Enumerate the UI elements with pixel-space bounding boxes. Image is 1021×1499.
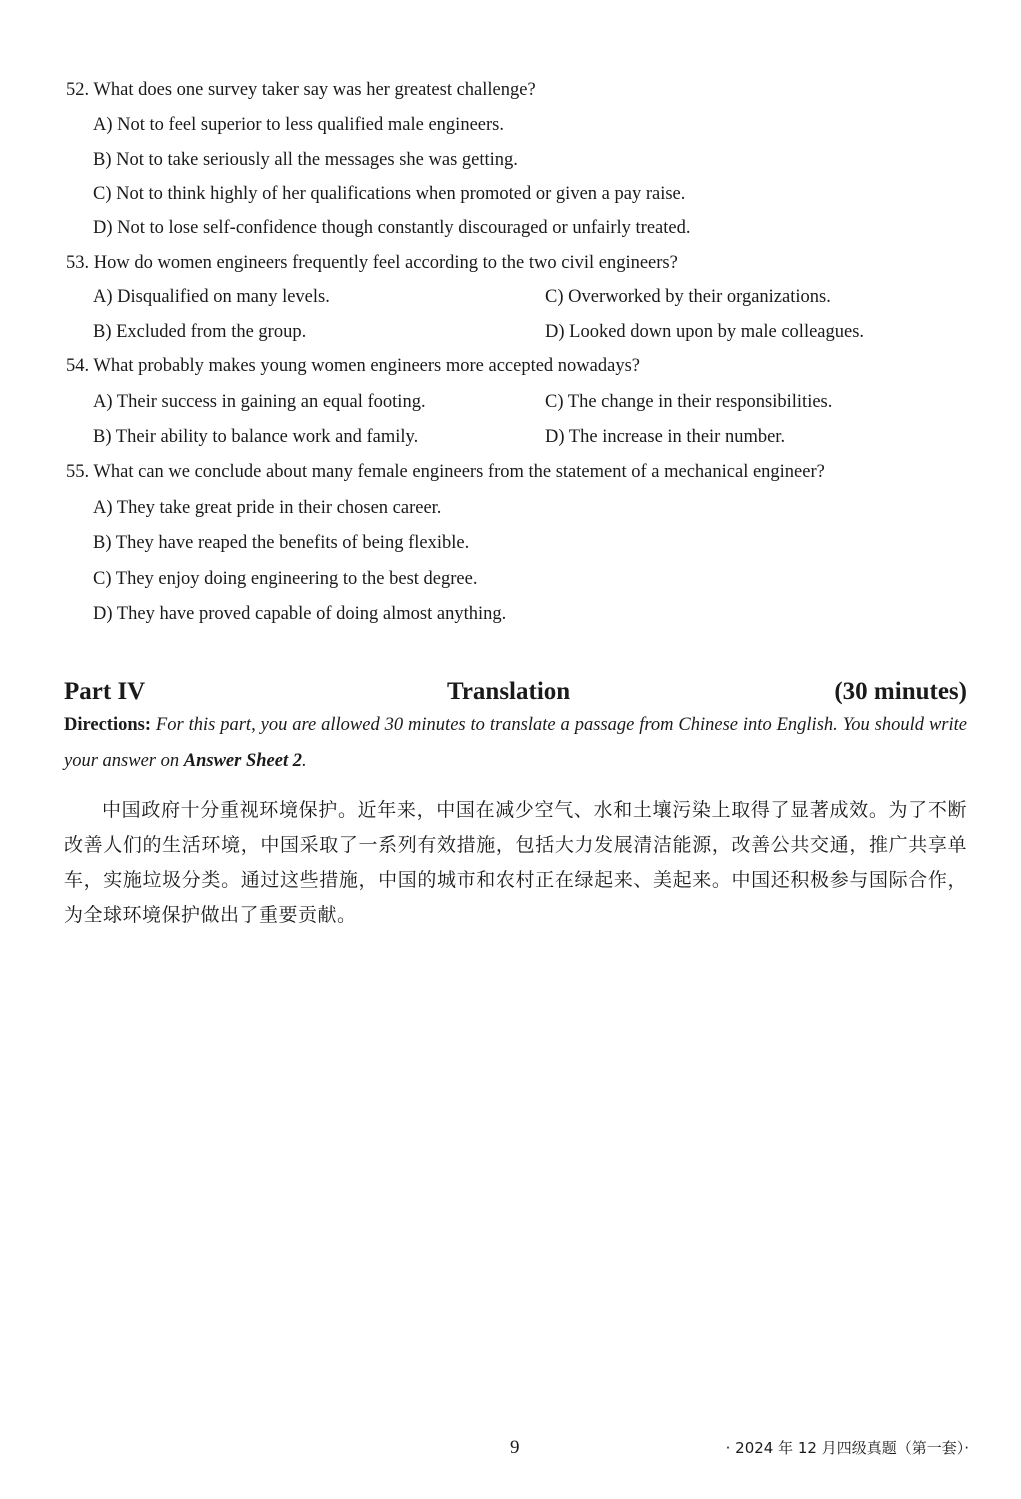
question-53-option-d: D) Looked down upon by male colleagues. <box>545 322 865 342</box>
directions-label: Directions: <box>64 715 151 735</box>
question-55-stem: 55. What can we conclude about many female engineers from the statement of a mechanical engineer? <box>66 462 825 482</box>
directions <box>64 707 967 779</box>
question-54-stem: 54. What probably makes young women engineers more accepted nowadays? <box>66 356 640 376</box>
directions-text: For this part, you are allowed 30 minutes to translate a passage from Chinese into English. You should write your answer on <box>64 715 967 771</box>
part-label: Part IV <box>64 678 146 705</box>
part-title: Translation <box>447 678 571 705</box>
question-52-option-a: A) Not to feel superior to less qualified male engineers. <box>93 115 504 135</box>
question-54-option-d: D) The increase in their number. <box>545 427 786 447</box>
directions-end: . <box>301 751 307 771</box>
question-54-option-b: B) Their ability to balance work and family. <box>93 427 419 447</box>
question-52-option-d: D) Not to lose self-confidence though constantly discouraged or unfairly treated. <box>93 218 691 238</box>
question-52-option-b: B) Not to take seriously all the messages she was getting. <box>93 150 518 170</box>
question-52-stem: 52. What does one survey taker say was her greatest challenge? <box>66 80 536 100</box>
question-55-option-c: C) They enjoy doing engineering to the best degree. <box>93 569 478 589</box>
question-55-option-d: D) They have proved capable of doing almost anything. <box>93 604 507 624</box>
question-53-stem: 53. How do women engineers frequently feel according to the two civil engineers? <box>66 253 678 273</box>
question-54-option-c: C) The change in their responsibilities. <box>545 392 833 412</box>
question-54-option-a: A) Their success in gaining an equal footing. <box>93 392 426 412</box>
question-53-option-c: C) Overworked by their organizations. <box>545 287 831 307</box>
part-time: (30 minutes) <box>834 678 967 705</box>
page-number: 9 <box>510 1437 520 1458</box>
question-55-option-a: A) They take great pride in their chosen career. <box>93 498 442 518</box>
question-52-option-c: C) Not to think highly of her qualifications when promoted or given a pay raise. <box>93 184 686 204</box>
answer-sheet-ref: Answer Sheet 2 <box>183 751 302 771</box>
question-53-option-b: B) Excluded from the group. <box>93 322 307 342</box>
translation-passage: 中国政府十分重视环境保护。近年来，中国在减少空气、水和土壤污染上取得了显著成效。为了不断改善人们的生活环境，中国采取了一系列有效措施，包括大力发展清洁能源，改善公共交通，推广共享单车，实施垃圾分类。通过这些措施，中国的城市和农村正在绿起来、美起来。中国还积极参与国际合作，为全球环境保护做出了重要贡献。 <box>64 799 967 926</box>
question-55-option-b: B) They have reaped the benefits of being flexible. <box>93 533 470 553</box>
part-heading <box>64 676 967 708</box>
exam-title-footer: · 2024 年 12 月四级真题（第一套）· <box>725 1439 969 1457</box>
question-53-option-a: A) Disqualified on many levels. <box>93 287 330 307</box>
